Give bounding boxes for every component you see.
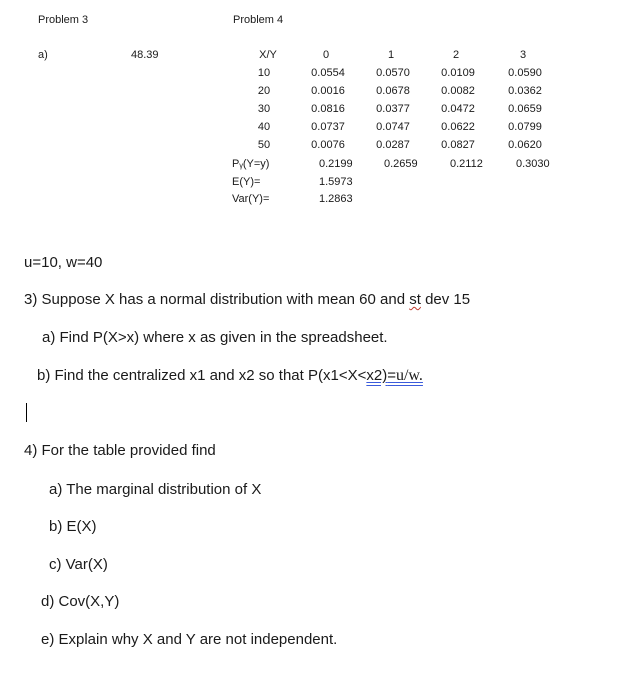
ey-label: E(Y)=	[232, 176, 261, 188]
table-cell: 0.0799	[508, 121, 542, 133]
marginal-y-1: 0.2659	[384, 158, 418, 170]
table-corner: X/Y	[259, 49, 277, 61]
marginal-y-0: 0.2199	[319, 158, 353, 170]
p3-a-value: 48.39	[131, 49, 159, 61]
text-cursor	[26, 403, 27, 422]
table-cell: 0.0570	[376, 67, 410, 79]
table-cell: 0.0590	[508, 67, 542, 79]
question-4c: c) Var(X)	[49, 556, 108, 573]
table-cell: 0.0362	[508, 85, 542, 97]
table-cell: 0.0816	[311, 103, 345, 115]
table-cell: 0.0737	[311, 121, 345, 133]
table-cell: 0.0082	[441, 85, 475, 97]
marginal-y-2: 0.2112	[450, 158, 483, 170]
y-header-1: 1	[387, 49, 395, 61]
q3-st-word: st	[409, 291, 421, 308]
x-value: 50	[257, 139, 271, 151]
x-value: 20	[257, 85, 271, 97]
q3b-equals: =	[387, 367, 396, 384]
marginal-y-label: Pᵧ(Y=y)	[232, 158, 270, 170]
vary-value: 1.2863	[319, 193, 353, 205]
p3-a-label: a)	[38, 49, 48, 61]
x-value: 30	[257, 103, 271, 115]
q3b-ratio: u/w.	[395, 367, 423, 384]
x-value: 40	[257, 121, 271, 133]
q3-text-start: 3) Suppose X has a normal distribution with mean 60 and	[24, 291, 410, 308]
question-3b	[37, 367, 423, 385]
y-header-3: 3	[519, 49, 527, 61]
table-cell: 0.0287	[376, 139, 410, 151]
table-cell: 0.0472	[441, 103, 475, 115]
table-cell: 0.0554	[311, 67, 345, 79]
table-cell: 0.0678	[376, 85, 410, 97]
q3b-x2: x2)	[366, 367, 388, 384]
y-header-2: 2	[452, 49, 460, 61]
table-cell: 0.0377	[376, 103, 410, 115]
x-value: 10	[257, 67, 271, 79]
question-4d: d) Cov(X,Y)	[41, 593, 120, 610]
table-cell: 0.0827	[441, 139, 475, 151]
question-3	[24, 291, 470, 308]
table-cell: 0.0622	[441, 121, 475, 133]
q3b-text-start: b) Find the centralized x1 and x2 so that P(x1<X<	[37, 367, 367, 384]
question-3a: a) Find P(X>x) where x as given in the spreadsheet.	[42, 329, 388, 346]
table-cell: 0.0109	[441, 67, 475, 79]
question-4e: e) Explain why X and Y are not independent.	[41, 631, 338, 648]
question-4: 4) For the table provided find	[24, 442, 216, 459]
table-cell: 0.0620	[508, 139, 542, 151]
table-cell: 0.0076	[311, 139, 345, 151]
ey-value: 1.5973	[319, 176, 353, 188]
marginal-y-3: 0.3030	[516, 158, 550, 170]
table-cell: 0.0747	[376, 121, 410, 133]
question-4b: b) E(X)	[49, 518, 97, 535]
y-header-0: 0	[322, 49, 330, 61]
problem3-header: Problem 3	[38, 14, 89, 26]
question-4a: a) The marginal distribution of X	[49, 481, 262, 498]
vary-label: Var(Y)=	[232, 193, 270, 205]
table-cell: 0.0659	[508, 103, 542, 115]
uw-parameters: u=10, w=40	[24, 254, 103, 271]
problem4-header: Problem 4	[233, 14, 284, 26]
table-cell: 0.0016	[311, 85, 345, 97]
q3-text-end: dev 15	[420, 291, 471, 308]
